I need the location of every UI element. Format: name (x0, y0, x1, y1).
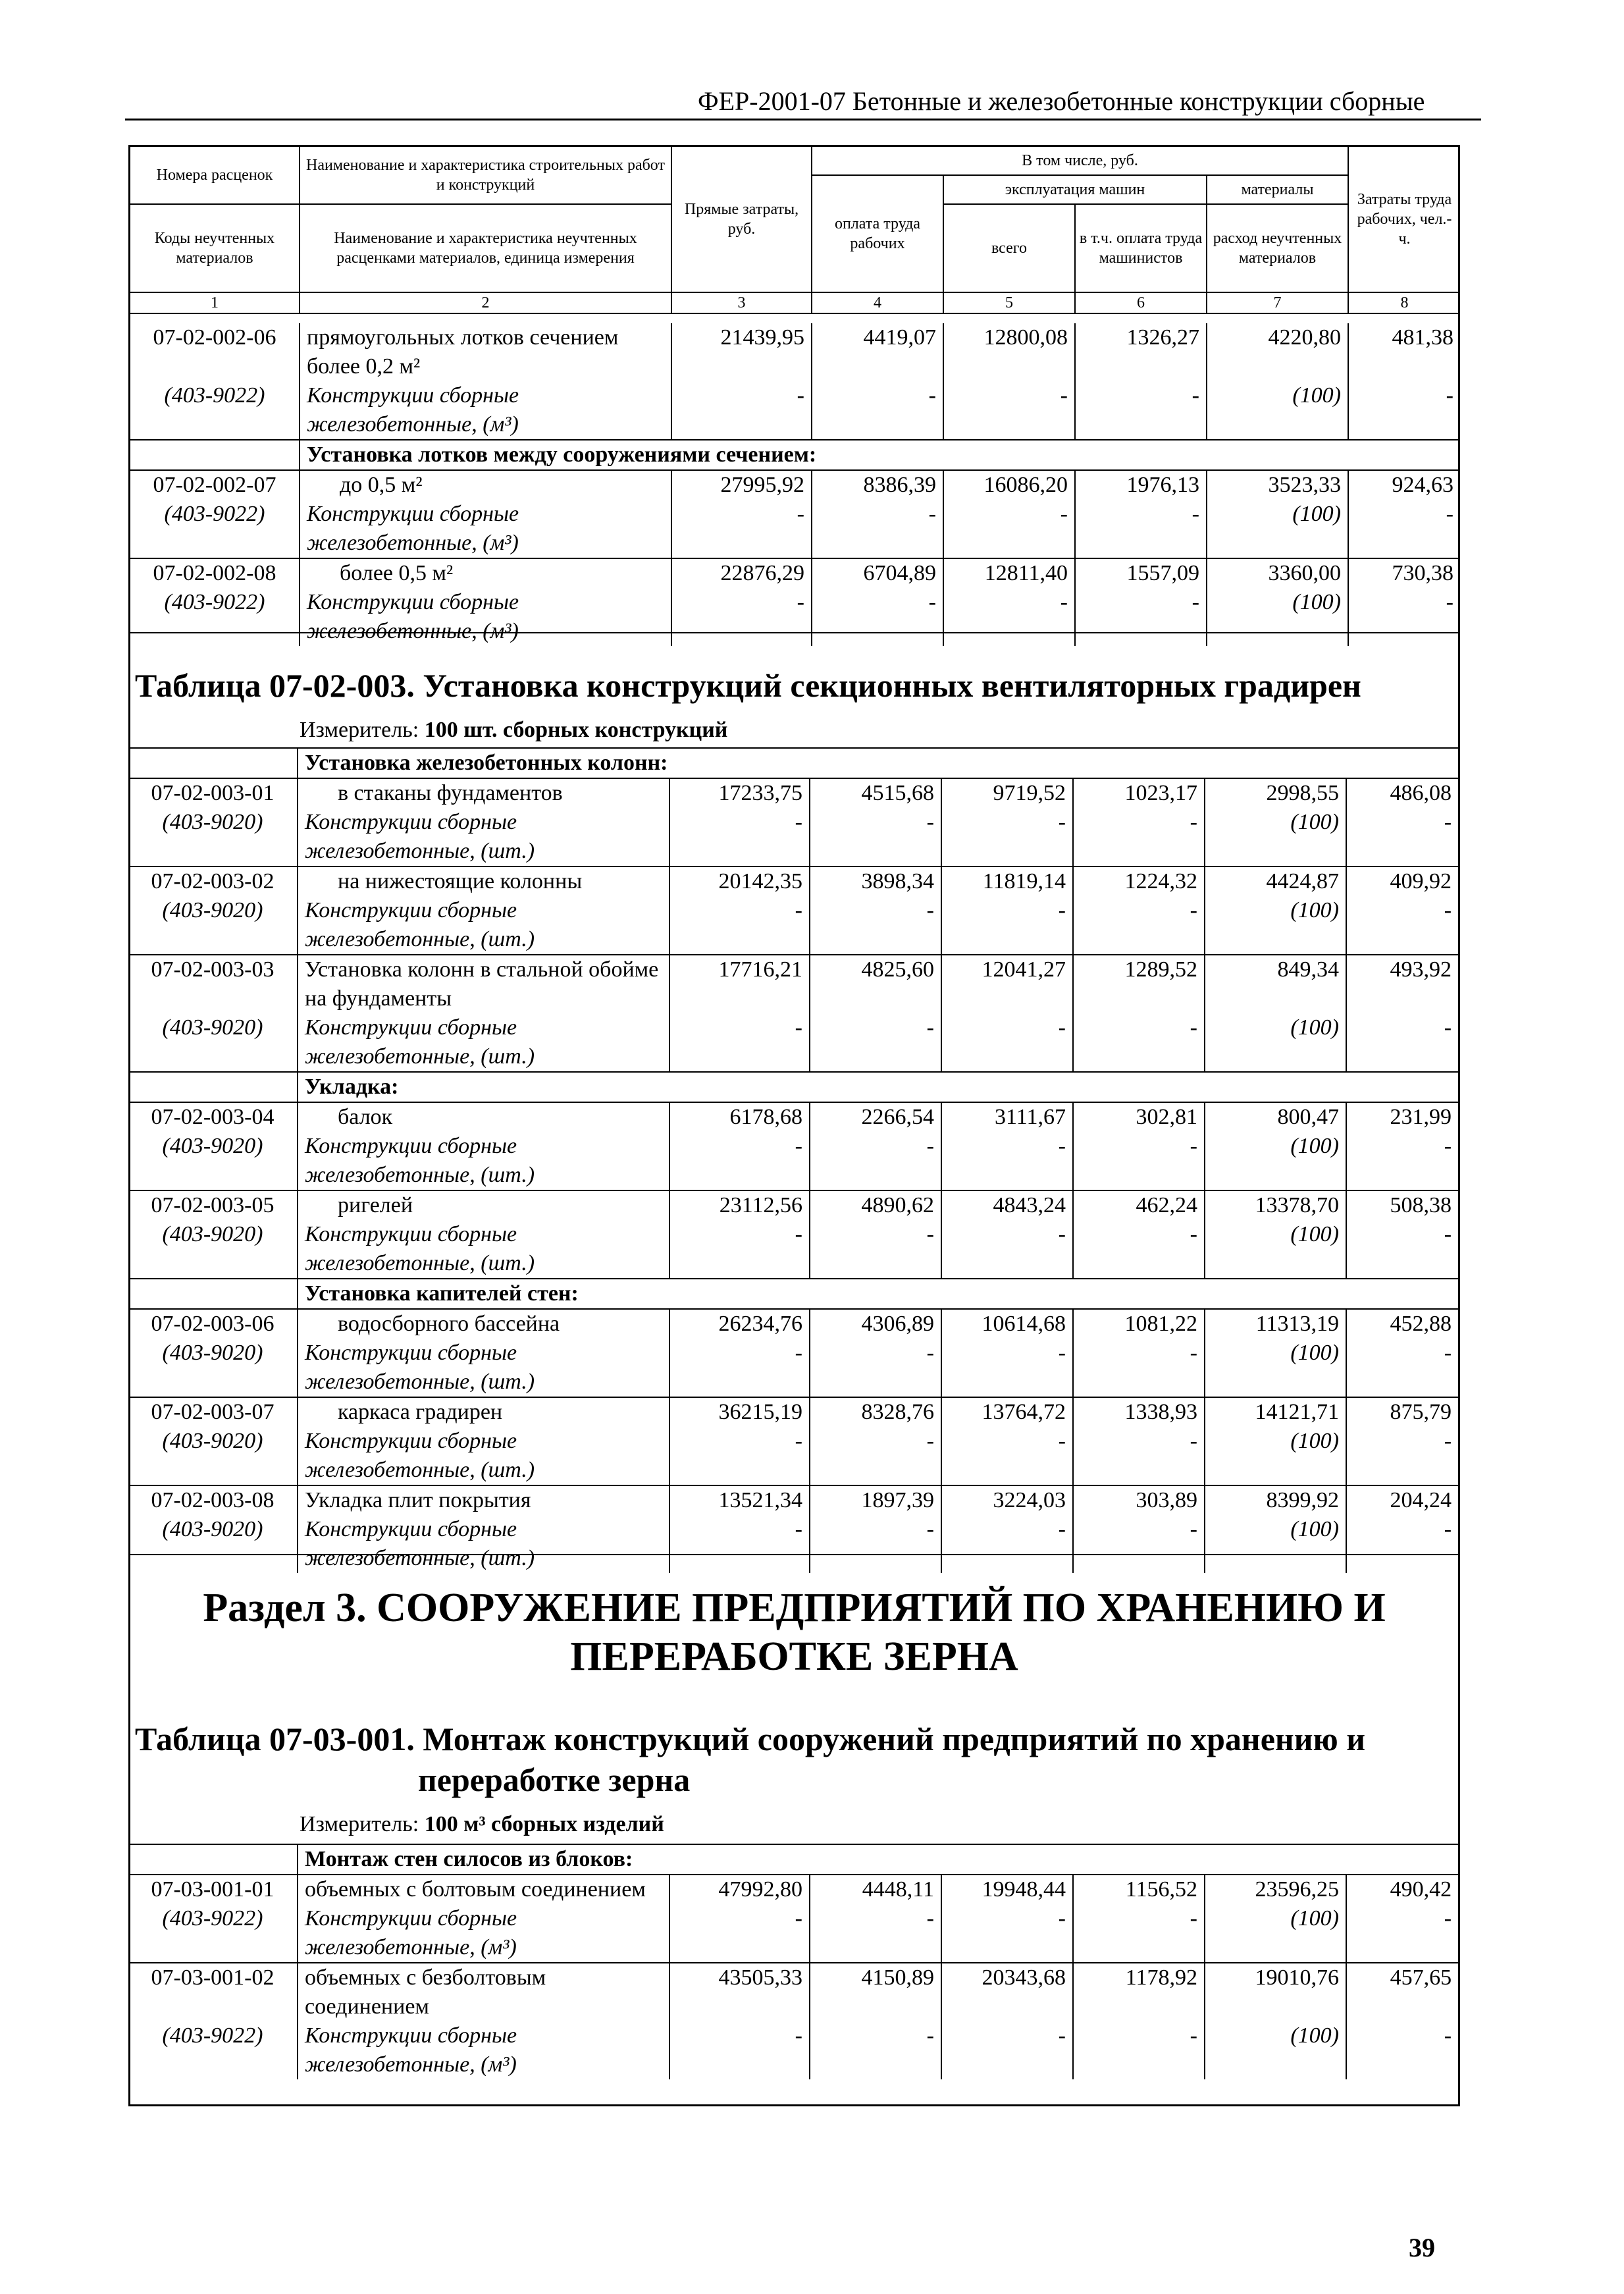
material-code: (403-9022) (164, 502, 265, 526)
value-cell: 462,24 (1073, 1190, 1205, 1220)
value-cell: - (1073, 2021, 1205, 2079)
table-row (128, 1190, 1458, 1220)
value-cell: - (941, 1339, 1073, 1397)
section-title-line2: ПЕРЕРАБОТКЕ ЗЕРНА (570, 1634, 1018, 1679)
value-cell: (100) (1205, 2021, 1346, 2079)
value-cell: 457,65 (1346, 1963, 1458, 2021)
group-spacer (128, 748, 298, 778)
value-cell: 924,63 (1348, 470, 1460, 500)
value-cell: - (1073, 1013, 1205, 1072)
value-cell: (100) (1207, 381, 1348, 440)
material-row (128, 808, 1458, 867)
value-cell: - (941, 1132, 1073, 1190)
value-cell: - (941, 1427, 1073, 1485)
rate-name: до 0,5 м² (300, 470, 671, 500)
table-caption: Таблица 07-02-003. Установка конструкций секционных вентиляторных градирен (135, 667, 1361, 704)
material-code: (403-9020) (162, 1015, 263, 1040)
value-cell: - (810, 1132, 941, 1190)
value-cell: - (941, 808, 1073, 867)
colnum-1: 1 (130, 292, 300, 313)
value-cell: 11819,14 (941, 867, 1073, 896)
rate-name: прямоугольных лотков сечением более 0,2 м² (300, 323, 671, 381)
value-cell: - (941, 1013, 1073, 1072)
block-divider (128, 632, 1460, 633)
value-cell: 11313,19 (1205, 1309, 1346, 1339)
value-cell: 4843,24 (941, 1190, 1073, 1220)
rate-name: на нижестоящие колонны (298, 867, 669, 896)
value-cell: - (812, 381, 943, 440)
value-cell: 13521,34 (669, 1485, 810, 1515)
value-cell: 493,92 (1346, 955, 1458, 1013)
group-spacer (130, 440, 300, 470)
value-cell: - (810, 2021, 941, 2079)
material-code: (403-9020) (162, 1134, 263, 1158)
measure-label: Измеритель: (300, 1812, 419, 1836)
value-cell: 47992,80 (669, 1875, 810, 1904)
value-cell: 3898,34 (810, 867, 941, 896)
colnum-4: 4 (812, 292, 943, 313)
value-cell: (100) (1205, 1013, 1346, 1072)
group-spacer (128, 1844, 298, 1875)
value-cell: - (941, 1220, 1073, 1279)
value-cell: - (1073, 896, 1205, 955)
table-row (128, 1875, 1458, 1904)
value-cell: - (1073, 1220, 1205, 1279)
value-cell: - (1346, 1220, 1458, 1279)
value-cell: 875,79 (1346, 1397, 1458, 1427)
table-row (128, 1963, 1458, 2021)
value-cell: - (941, 1515, 1073, 1573)
value-cell: - (669, 1427, 810, 1485)
value-cell: 19948,44 (941, 1875, 1073, 1904)
value-cell: 22876,29 (671, 558, 812, 588)
material-name: Конструкции сборные железобетонные, (м³) (298, 2021, 669, 2079)
value-cell: - (941, 2021, 1073, 2079)
colnum-2: 2 (300, 292, 671, 313)
value-cell: - (671, 500, 812, 558)
value-cell: 303,89 (1073, 1485, 1205, 1515)
col-group-including: В том числе, руб. (812, 147, 1348, 175)
material-code: (403-9020) (162, 810, 263, 834)
value-cell: 26234,76 (669, 1309, 810, 1339)
value-cell: 3224,03 (941, 1485, 1073, 1515)
value-cell: 23112,56 (669, 1190, 810, 1220)
value-cell: 1557,09 (1075, 558, 1207, 588)
table-caption: Таблица 07-03-001. Монтаж конструкций сооружений предприятий по хранению и (135, 1720, 1366, 1757)
value-cell: - (1346, 1013, 1458, 1072)
rate-name: объемных с безболтовым соединением (298, 1963, 669, 2021)
value-cell: - (1346, 1515, 1458, 1573)
group-row (128, 1844, 1458, 1875)
rate-code: 07-03-001-01 (128, 1875, 298, 1904)
colnum-6: 6 (1075, 292, 1207, 313)
material-code: (403-9022) (162, 2023, 263, 2048)
value-cell: 23596,25 (1205, 1875, 1346, 1904)
material-row (128, 1427, 1458, 1485)
material-row (130, 381, 1460, 440)
value-cell: 43505,33 (669, 1963, 810, 2021)
value-cell: (100) (1205, 808, 1346, 867)
col-materials: материалы (1207, 175, 1348, 204)
rate-code: 07-02-003-02 (128, 867, 298, 896)
value-cell: 36215,19 (669, 1397, 810, 1427)
value-cell: - (1073, 1904, 1205, 1963)
value-cell: - (669, 896, 810, 955)
value-cell: - (669, 1013, 810, 1072)
value-cell: - (1075, 500, 1207, 558)
group-title: Установка железобетонных колонн: (298, 748, 1458, 778)
value-cell: 4515,68 (810, 778, 941, 808)
material-name: Конструкции сборные железобетонные, (шт.) (298, 1515, 669, 1573)
value-cell: 204,24 (1346, 1485, 1458, 1515)
value-cell: 13764,72 (941, 1397, 1073, 1427)
value-cell: 730,38 (1348, 558, 1460, 588)
value-cell: 302,81 (1073, 1102, 1205, 1132)
rate-name: объемных с болтовым соединением (298, 1875, 669, 1904)
value-cell: - (1073, 1515, 1205, 1573)
material-name: Конструкции сборные железобетонные, (шт.) (298, 808, 669, 867)
col-direct-costs: Прямые затраты, руб. (671, 147, 812, 292)
value-cell: - (1348, 500, 1460, 558)
value-cell: 2266,54 (810, 1102, 941, 1132)
group-row (128, 748, 1458, 778)
value-cell: 2998,55 (1205, 778, 1346, 808)
material-row (128, 1132, 1458, 1190)
col-material-name: Наименование и характеристика неучтенных расценками материалов, единица измерения (300, 204, 671, 292)
rate-name: Установка колонн в стальной обойме на фундаменты (298, 955, 669, 1013)
value-cell: 231,99 (1346, 1102, 1458, 1132)
material-row (128, 1013, 1458, 1072)
measure-value: 100 м³ сборных изделий (424, 1812, 664, 1836)
value-cell: 4150,89 (810, 1963, 941, 2021)
table-block-07-02-002 (130, 323, 1460, 646)
value-cell: 481,38 (1348, 323, 1460, 381)
table-row (128, 1309, 1458, 1339)
material-name: Конструкции сборные железобетонные, (шт.) (298, 1339, 669, 1397)
rate-code: 07-02-003-08 (128, 1485, 298, 1515)
group-title: Укладка: (298, 1072, 1458, 1102)
table-07-02-003 (128, 747, 1458, 1573)
value-cell: - (943, 500, 1075, 558)
value-cell: - (810, 1339, 941, 1397)
rate-code: 07-02-002-07 (130, 470, 300, 500)
value-cell: 13378,70 (1205, 1190, 1346, 1220)
table-row (128, 867, 1458, 896)
material-code: (403-9020) (162, 898, 263, 922)
value-cell: 4306,89 (810, 1309, 941, 1339)
material-name: Конструкции сборные железобетонные, (шт.) (298, 896, 669, 955)
value-cell: 1326,27 (1075, 323, 1207, 381)
value-cell: 1289,52 (1073, 955, 1205, 1013)
colnum-7: 7 (1207, 292, 1348, 313)
value-cell: - (943, 381, 1075, 440)
rate-name: балок (298, 1102, 669, 1132)
value-cell: 27995,92 (671, 470, 812, 500)
value-cell: - (810, 808, 941, 867)
colnum-5: 5 (943, 292, 1075, 313)
material-row (128, 1515, 1458, 1573)
value-cell: 12041,27 (941, 955, 1073, 1013)
value-cell: - (669, 1904, 810, 1963)
col-labor-hours: Затраты труда рабочих, чел.-ч. (1348, 147, 1460, 292)
value-cell: - (810, 896, 941, 955)
rate-code: 07-02-003-06 (128, 1309, 298, 1339)
material-code: (403-9022) (162, 1906, 263, 1931)
value-cell: 4424,87 (1205, 867, 1346, 896)
section-title (128, 1584, 1460, 1681)
value-cell: - (1073, 808, 1205, 867)
value-cell: 4419,07 (812, 323, 943, 381)
value-cell: (100) (1205, 1132, 1346, 1190)
value-cell: 10614,68 (941, 1309, 1073, 1339)
value-cell: (100) (1207, 500, 1348, 558)
table-row (128, 778, 1458, 808)
table-row (128, 1397, 1458, 1427)
material-row (128, 1339, 1458, 1397)
value-cell: 6704,89 (812, 558, 943, 588)
measure-value: 100 шт. сборных конструкций (424, 718, 728, 742)
value-cell: 4825,60 (810, 955, 941, 1013)
value-cell: 3360,00 (1207, 558, 1348, 588)
value-cell: 486,08 (1346, 778, 1458, 808)
value-cell: 800,47 (1205, 1102, 1346, 1132)
value-cell: 490,42 (1346, 1875, 1458, 1904)
rate-name: более 0,5 м² (300, 558, 671, 588)
value-cell: - (941, 896, 1073, 955)
material-name: Конструкции сборные железобетонные, (шт.) (298, 1427, 669, 1485)
value-cell: 8399,92 (1205, 1485, 1346, 1515)
value-cell: - (1075, 381, 1207, 440)
table-measure (300, 718, 727, 743)
col-worker-pay: оплата труда рабочих (812, 175, 943, 292)
group-row (128, 1072, 1458, 1102)
col-machinist-pay: в т.ч. оплата труда машинистов (1075, 204, 1207, 292)
rate-name: в стаканы фундаментов (298, 778, 669, 808)
value-cell: - (669, 1132, 810, 1190)
value-cell: (100) (1207, 588, 1348, 646)
material-row (130, 588, 1460, 646)
col-machines: эксплуатация машин (943, 175, 1207, 204)
material-name: Конструкции сборные железобетонные, (м³) (300, 381, 671, 440)
col-rates-number: Номера расценок (130, 147, 300, 204)
value-cell: (100) (1205, 1904, 1346, 1963)
rate-code: 07-02-003-07 (128, 1397, 298, 1427)
material-code: (403-9020) (162, 1517, 263, 1541)
rate-code: 07-02-002-08 (130, 558, 300, 588)
rate-code: 07-02-002-06 (153, 325, 276, 350)
value-cell: - (1073, 1132, 1205, 1190)
table-measure (300, 1812, 664, 1837)
value-cell: (100) (1205, 1339, 1346, 1397)
value-cell: - (669, 1515, 810, 1573)
value-cell: 849,34 (1205, 955, 1346, 1013)
value-cell: - (1075, 588, 1207, 646)
value-cell: - (1346, 1132, 1458, 1190)
col-work-name: Наименование и характеристика строительных работ и конструкций (300, 147, 671, 204)
material-name: Конструкции сборные железобетонные, (шт.) (298, 1220, 669, 1279)
value-cell: 1976,13 (1075, 470, 1207, 500)
table-row (128, 955, 1458, 1013)
rate-name: каркаса градирен (298, 1397, 669, 1427)
value-cell: - (1346, 2021, 1458, 2079)
value-cell: 19010,76 (1205, 1963, 1346, 2021)
value-cell: 1023,17 (1073, 778, 1205, 808)
table-row (130, 470, 1460, 500)
group-title: Установка лотков между сооружениями сечением: (300, 440, 1460, 470)
value-cell: 12800,08 (943, 323, 1075, 381)
value-cell: - (941, 1904, 1073, 1963)
value-cell: - (1346, 1427, 1458, 1485)
value-cell: 1156,52 (1073, 1875, 1205, 1904)
value-cell: 14121,71 (1205, 1397, 1346, 1427)
value-cell: 1178,92 (1073, 1963, 1205, 2021)
table-caption-cont: переработке зерна (418, 1761, 691, 1798)
material-name: Конструкции сборные железобетонные, (м³) (300, 588, 671, 646)
value-cell: - (810, 1904, 941, 1963)
table-row (130, 558, 1460, 588)
value-cell: 452,88 (1346, 1309, 1458, 1339)
value-cell: (100) (1205, 1427, 1346, 1485)
rate-name: Укладка плит покрытия (298, 1485, 669, 1515)
value-cell: - (1346, 1339, 1458, 1397)
material-code: (403-9020) (162, 1341, 263, 1365)
rate-code: 07-02-003-03 (128, 955, 298, 1013)
table-row (128, 1102, 1458, 1132)
value-cell: 9719,52 (941, 778, 1073, 808)
material-code: (403-9020) (162, 1429, 263, 1453)
group-spacer (128, 1279, 298, 1309)
value-cell: - (669, 1220, 810, 1279)
value-cell: 6178,68 (669, 1102, 810, 1132)
value-cell: 17233,75 (669, 778, 810, 808)
table-07-03-001 (128, 1844, 1458, 2079)
value-cell: 3111,67 (941, 1102, 1073, 1132)
header-rule (125, 119, 1481, 120)
value-cell: 1081,22 (1073, 1309, 1205, 1339)
value-cell: 8386,39 (812, 470, 943, 500)
value-cell: 12811,40 (943, 558, 1075, 588)
value-cell: (100) (1205, 1220, 1346, 1279)
material-code: (403-9022) (164, 383, 265, 408)
value-cell: - (810, 1220, 941, 1279)
value-cell: - (1346, 808, 1458, 867)
value-cell: - (669, 1339, 810, 1397)
value-cell: - (1346, 1904, 1458, 1963)
material-name: Конструкции сборные железобетонные, (шт.) (298, 1132, 669, 1190)
value-cell: - (671, 381, 812, 440)
value-cell: - (1348, 588, 1460, 646)
value-cell: - (1348, 381, 1460, 440)
running-header: ФЕР-2001-07 Бетонные и железобетонные конструкции сборные (698, 86, 1425, 116)
value-cell: 409,92 (1346, 867, 1458, 896)
value-cell: - (810, 1515, 941, 1573)
value-cell: 20343,68 (941, 1963, 1073, 2021)
colnum-8: 8 (1348, 292, 1460, 313)
group-row (128, 1279, 1458, 1309)
value-cell: - (1346, 896, 1458, 955)
value-cell: - (669, 808, 810, 867)
page-number: 39 (1409, 2233, 1435, 2262)
material-row (128, 1220, 1458, 1279)
material-row (128, 1904, 1458, 1963)
col-material-use: расход неучтенных материалов (1207, 204, 1348, 292)
value-cell: 4448,11 (810, 1875, 941, 1904)
material-name: Конструкции сборные железобетонные, (м³) (300, 500, 671, 558)
table-header (130, 147, 1460, 314)
value-cell: 4890,62 (810, 1190, 941, 1220)
rate-code: 07-02-003-01 (128, 778, 298, 808)
group-title: Установка капителей стен: (298, 1279, 1458, 1309)
value-cell: - (671, 588, 812, 646)
material-name: Конструкции сборные железобетонные, (шт.) (298, 1013, 669, 1072)
value-cell: 508,38 (1346, 1190, 1458, 1220)
rate-code: 07-03-001-02 (128, 1963, 298, 2021)
material-name: Конструкции сборные железобетонные, (м³) (298, 1904, 669, 1963)
group-spacer (128, 1072, 298, 1102)
value-cell: (100) (1205, 1515, 1346, 1573)
block-divider (128, 1554, 1460, 1555)
table-row (128, 1485, 1458, 1515)
material-row (128, 2021, 1458, 2079)
value-cell: 17716,21 (669, 955, 810, 1013)
section-title-line1: Раздел 3. СООРУЖЕНИЕ ПРЕДПРИЯТИЙ ПО ХРАНЕНИЮ И (203, 1586, 1386, 1630)
rate-code: 07-02-003-04 (128, 1102, 298, 1132)
material-row (128, 896, 1458, 955)
value-cell: - (943, 588, 1075, 646)
col-machines-total: всего (943, 204, 1075, 292)
value-cell: 1338,93 (1073, 1397, 1205, 1427)
table-row (130, 323, 1460, 381)
value-cell: 1897,39 (810, 1485, 941, 1515)
value-cell: - (1073, 1339, 1205, 1397)
material-row (130, 500, 1460, 558)
value-cell: 21439,95 (671, 323, 812, 381)
colnum-3: 3 (671, 292, 812, 313)
rate-name: ригелей (298, 1190, 669, 1220)
measure-label: Измеритель: (300, 718, 419, 742)
value-cell: 8328,76 (810, 1397, 941, 1427)
value-cell: - (812, 588, 943, 646)
value-cell: (100) (1205, 896, 1346, 955)
value-cell: - (810, 1427, 941, 1485)
value-cell: - (1073, 1427, 1205, 1485)
value-cell: 1224,32 (1073, 867, 1205, 896)
value-cell: 3523,33 (1207, 470, 1348, 500)
col-material-codes: Коды неучтенных материалов (130, 204, 300, 292)
group-title: Монтаж стен силосов из блоков: (298, 1844, 1458, 1875)
value-cell: - (669, 2021, 810, 2079)
value-cell: 4220,80 (1207, 323, 1348, 381)
rate-code: 07-02-003-05 (128, 1190, 298, 1220)
group-row (130, 440, 1460, 470)
rate-name: водосборного бассейна (298, 1309, 669, 1339)
value-cell: 16086,20 (943, 470, 1075, 500)
value-cell: - (812, 500, 943, 558)
value-cell: 20142,35 (669, 867, 810, 896)
material-code: (403-9022) (164, 590, 265, 614)
material-code: (403-9020) (162, 1222, 263, 1246)
value-cell: - (810, 1013, 941, 1072)
